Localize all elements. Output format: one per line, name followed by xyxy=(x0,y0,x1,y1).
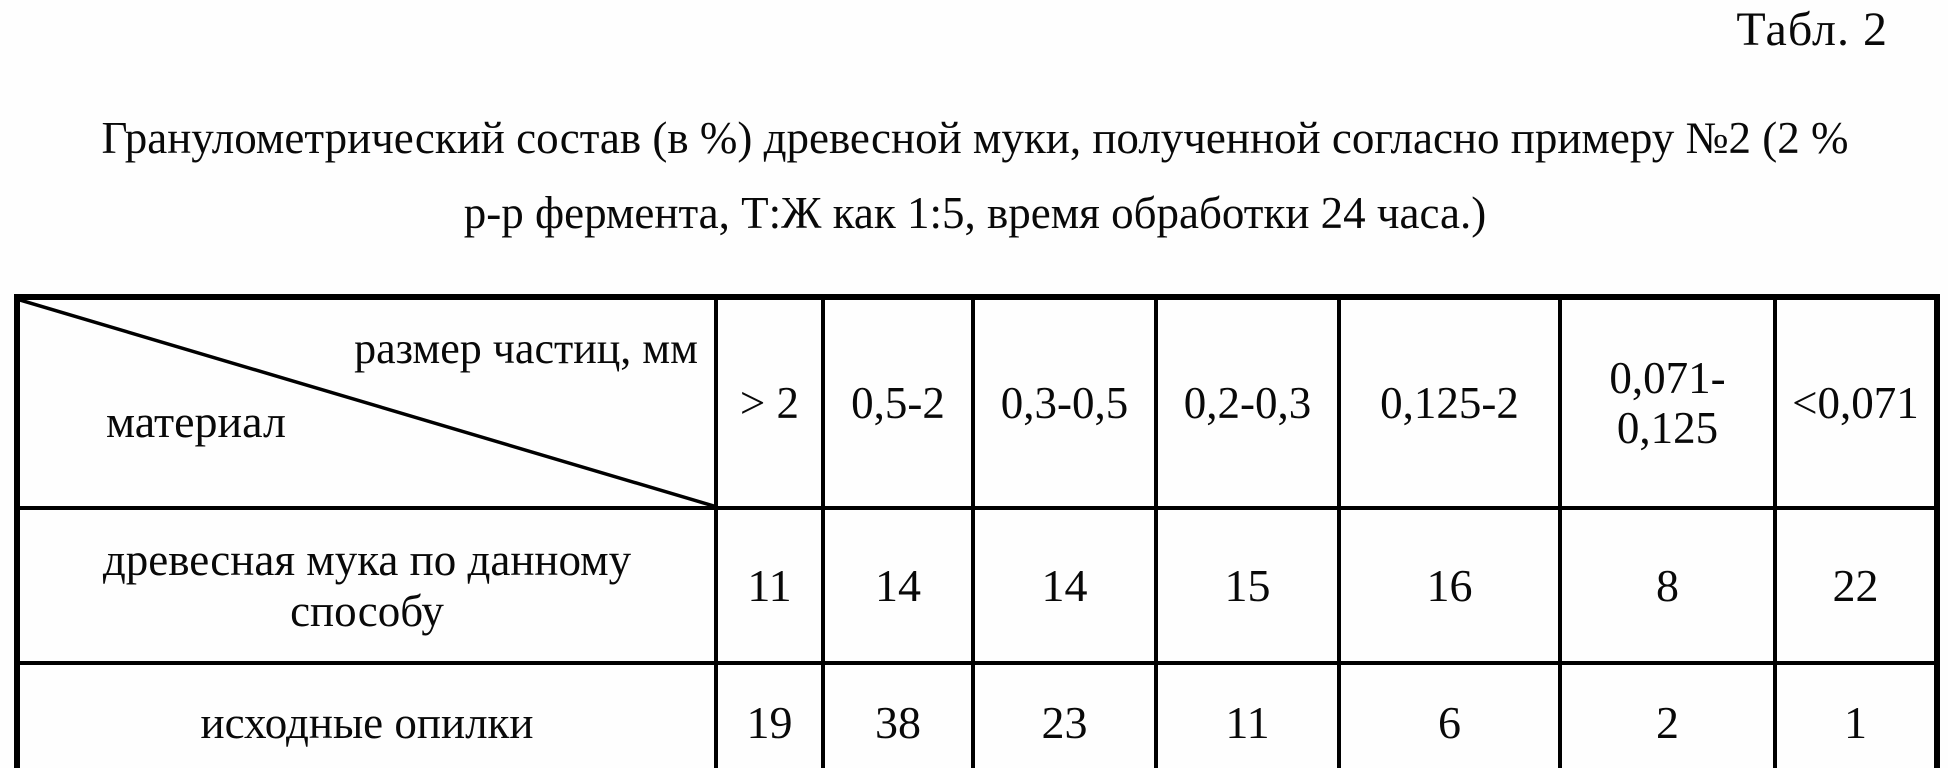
table-title xyxy=(20,112,1930,239)
value-cell-r0-c5: 8 xyxy=(1560,508,1775,663)
size-header-0071-0125: 0,071- 0,125 xyxy=(1560,297,1775,508)
corner-size-label: размер частиц, мм xyxy=(354,324,698,373)
table-row-sawdust xyxy=(17,663,1937,768)
value-cell-r0-c4: 16 xyxy=(1339,508,1560,663)
value-cell-r0-c3: 15 xyxy=(1156,508,1339,663)
size-header-0125-2: 0,125-2 xyxy=(1339,297,1560,508)
value-cell-r1-c6: 1 xyxy=(1775,663,1937,768)
size-header-lt0071: <0,071 xyxy=(1775,297,1937,508)
value-cell-r0-c6: 22 xyxy=(1775,508,1937,663)
granulometry-table xyxy=(14,294,1940,768)
value-cell-r1-c1: 38 xyxy=(823,663,973,768)
value-cell-r1-c4: 6 xyxy=(1339,663,1560,768)
value-cell-r1-c3: 11 xyxy=(1156,663,1339,768)
table-caption-number: Табл. 2 xyxy=(1736,3,1888,56)
material-cell: древесная мука по данному способу xyxy=(17,508,716,663)
material-cell: исходные опилки xyxy=(17,663,716,768)
value-cell-r1-c5: 2 xyxy=(1560,663,1775,768)
title-line-2: р-р фермента, Т:Ж как 1:5, время обработки 24 часа.) xyxy=(463,188,1487,238)
size-header-03-05: 0,3-0,5 xyxy=(973,297,1156,508)
value-cell-r1-c2: 23 xyxy=(973,663,1156,768)
size-header-gt2: > 2 xyxy=(716,297,823,508)
header-row xyxy=(17,297,1937,508)
value-cell-r0-c1: 14 xyxy=(823,508,973,663)
table-row-wood-flour xyxy=(17,508,1937,663)
value-cell-r1-c0: 19 xyxy=(716,663,823,768)
value-cell-r0-c0: 11 xyxy=(716,508,823,663)
size-header-02-03: 0,2-0,3 xyxy=(1156,297,1339,508)
corner-material-label: материал xyxy=(106,396,286,447)
title-line-1: Гранулометрический состав (в %) древесной муки, полученной согласно примеру №2 (2 % xyxy=(101,113,1849,163)
size-header-05-2: 0,5-2 xyxy=(823,297,973,508)
value-cell-r0-c2: 14 xyxy=(973,508,1156,663)
corner-header-cell xyxy=(17,297,716,508)
